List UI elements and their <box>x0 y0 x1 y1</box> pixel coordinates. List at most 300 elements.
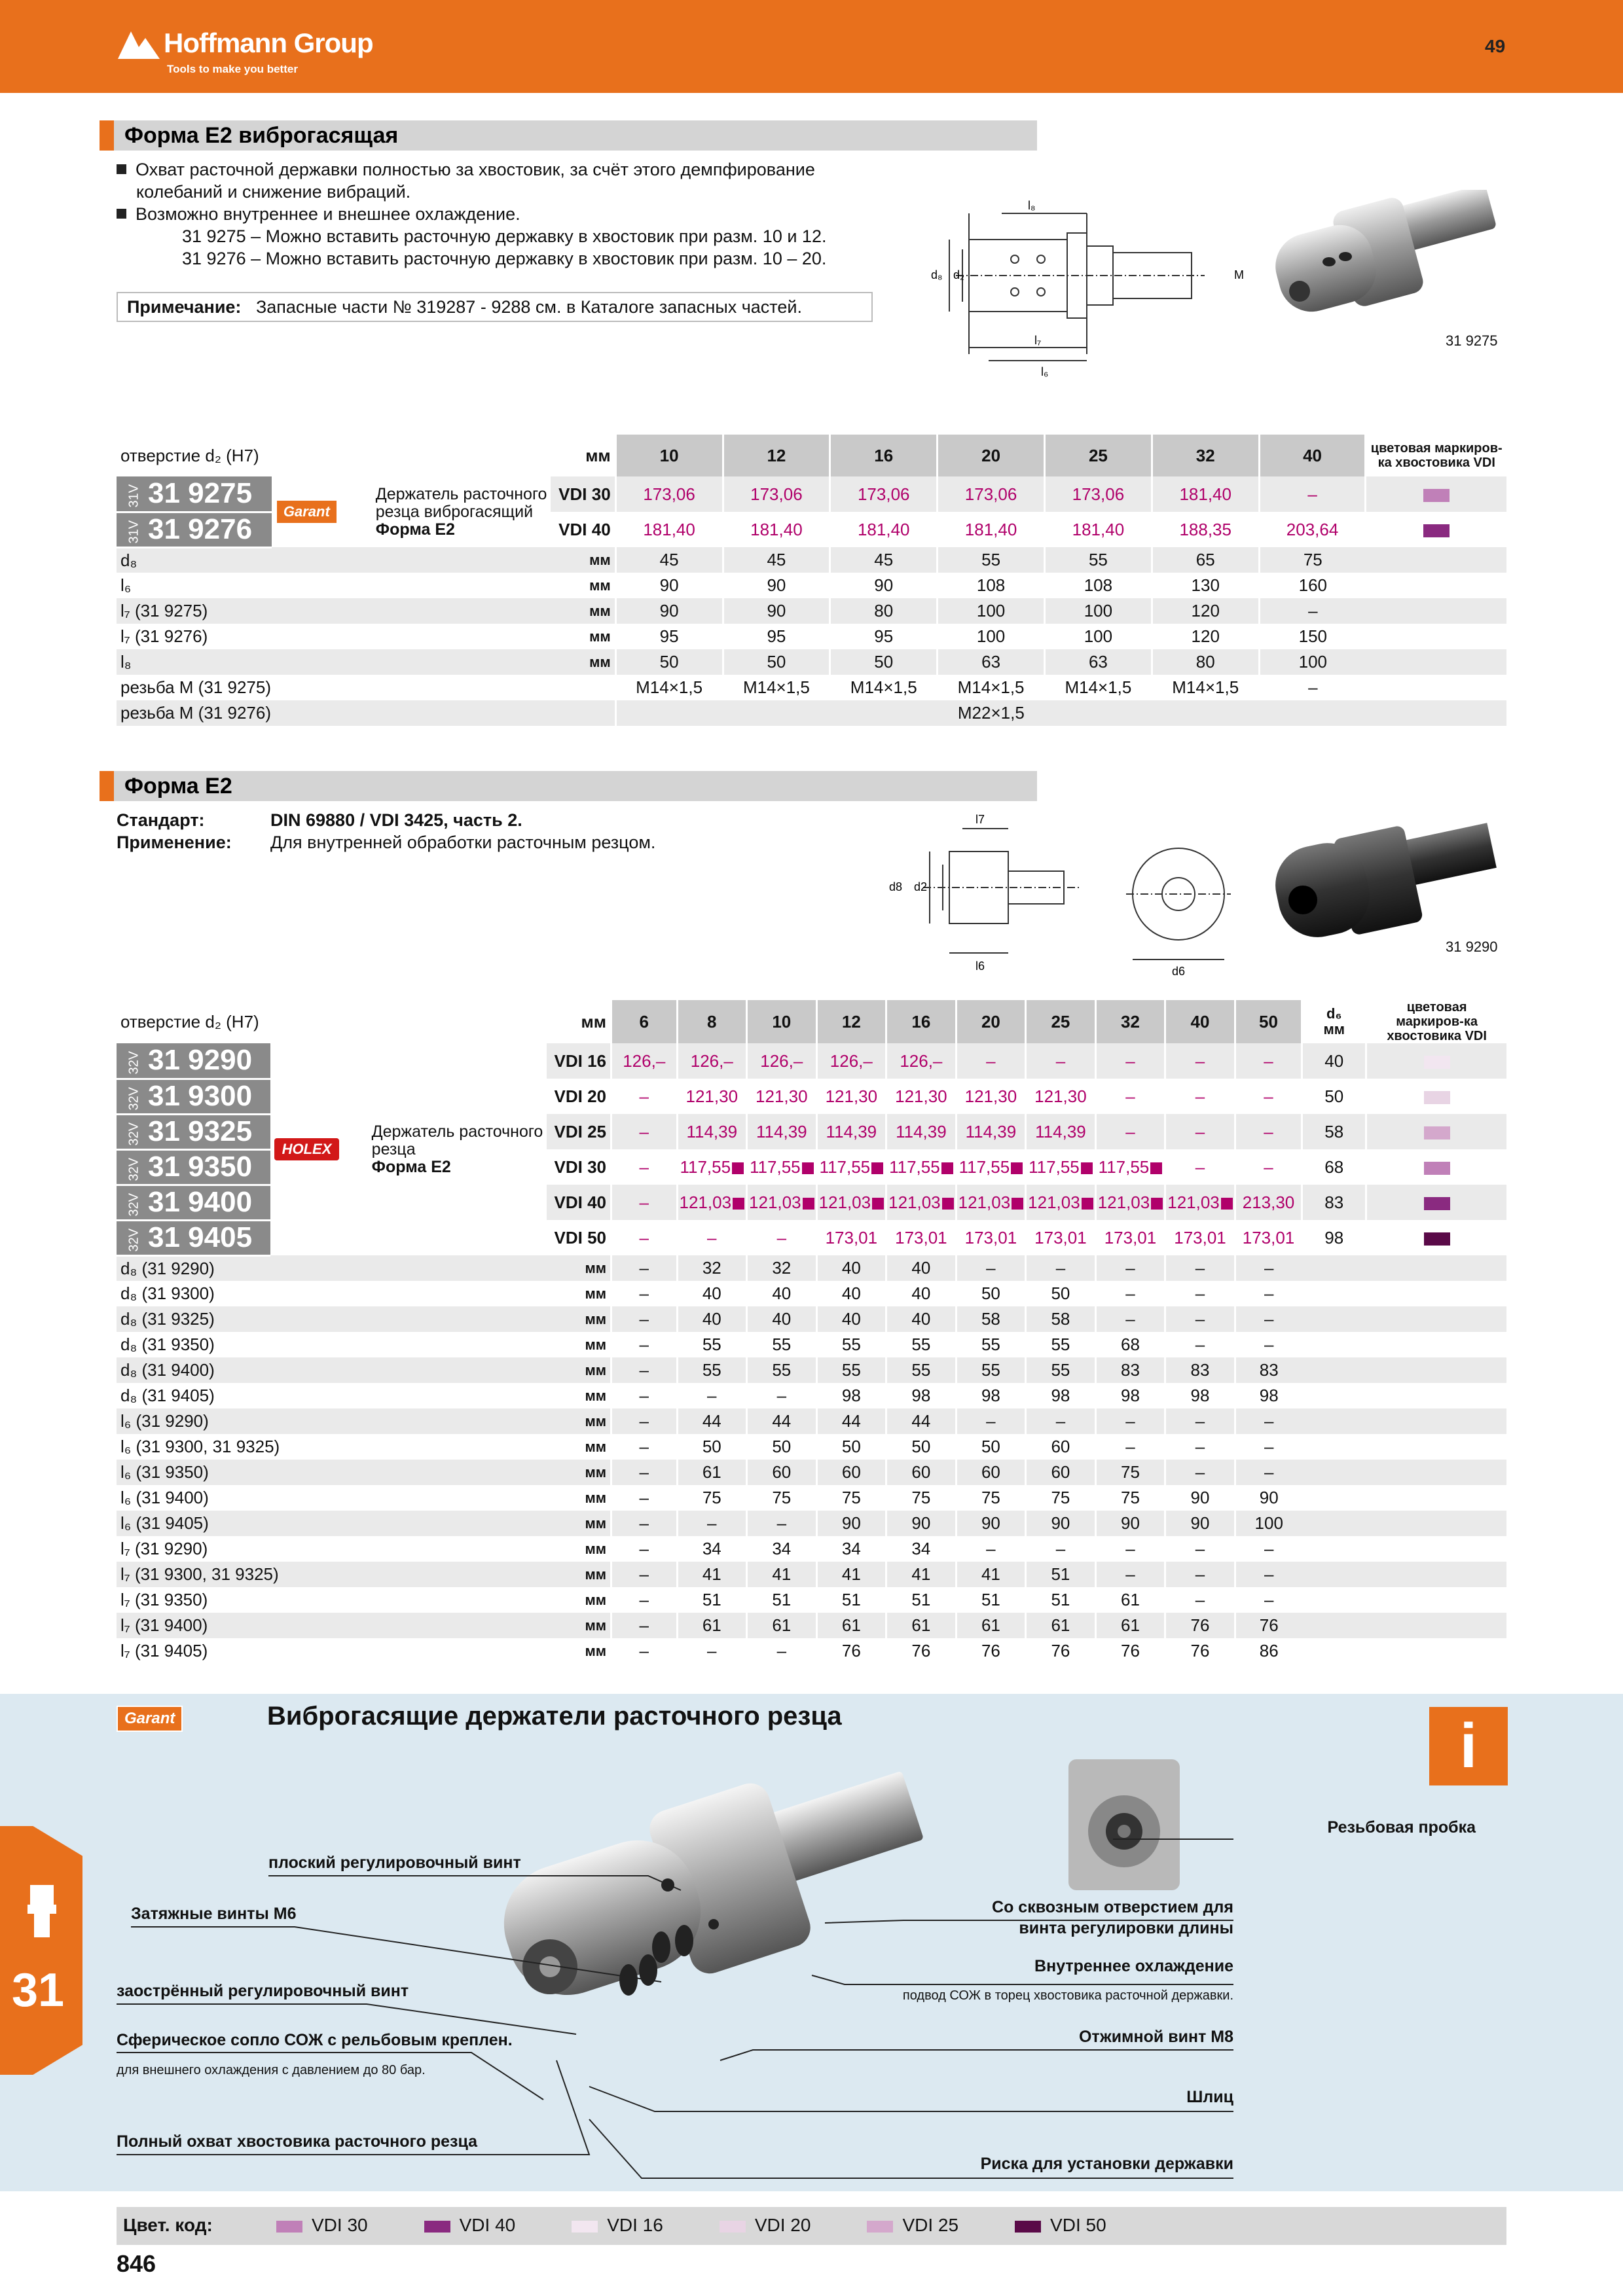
cell-value: 98 <box>1095 1383 1165 1408</box>
callout-label: Полный охват хвостовика расточного резца <box>117 2132 478 2151</box>
feature-list <box>117 158 889 270</box>
price: 114,39 <box>886 1114 957 1149</box>
price: – <box>1095 1114 1165 1149</box>
callout-label: плоский регулировочный винт <box>268 1854 521 1872</box>
cell-value: 90 <box>830 573 938 598</box>
row-label: l₆ <box>120 575 132 595</box>
cell-value: 75 <box>956 1485 1026 1511</box>
cell-value: 50 <box>886 1434 957 1460</box>
cell-value: – <box>1026 1255 1096 1281</box>
table-row <box>117 675 1506 700</box>
price: 121,03 <box>956 1185 1026 1220</box>
color-legend <box>117 2207 1506 2245</box>
row-unit: мм <box>585 1540 607 1557</box>
cell-value: – <box>611 1434 678 1460</box>
row-label: резьба M (31 9276) <box>120 703 271 723</box>
price: 114,39 <box>1026 1114 1096 1149</box>
cell-value: 90 <box>1165 1485 1235 1511</box>
cell-value: 61 <box>747 1613 817 1638</box>
table-row <box>117 1485 1506 1511</box>
row-label: l₇ (31 9300, 31 9325) <box>120 1564 279 1584</box>
price: 121,30 <box>677 1079 747 1114</box>
row-label: l₆ (31 9405) <box>120 1513 209 1533</box>
d6-value: 68 <box>1302 1149 1366 1185</box>
cell-value: – <box>677 1511 747 1536</box>
article-number[interactable]: 32V 31 9325 <box>117 1114 270 1149</box>
cell-value: 100 <box>1235 1511 1302 1536</box>
product-description: Держатель расточного резца виброгасящий Форма E2 <box>372 476 551 547</box>
row-unit: мм <box>585 1591 607 1608</box>
legend-swatch <box>424 2221 450 2233</box>
cell-value: – <box>611 1562 678 1587</box>
cell-value: – <box>1235 1562 1302 1587</box>
cell-value: 90 <box>1095 1511 1165 1536</box>
price: 121,30 <box>747 1079 817 1114</box>
price: 117,55 <box>886 1149 957 1185</box>
size-col: 20 <box>938 435 1045 476</box>
callout-label: Риска для установки державки <box>980 2155 1233 2173</box>
cell-value: 65 <box>1152 547 1259 573</box>
callout-label: Резьбовая пробка <box>1327 1818 1476 1837</box>
price: 126,– <box>611 1043 678 1079</box>
price: 121,03 <box>1095 1185 1165 1220</box>
svg-text:l₆: l₆ <box>1041 365 1049 378</box>
callout-label: Внутреннее охлаждение <box>1034 1957 1233 1975</box>
cell-value: 76 <box>1095 1638 1165 1664</box>
cell-value: – <box>611 1638 678 1664</box>
legend-swatch <box>572 2221 598 2233</box>
cell-value: – <box>1165 1460 1235 1485</box>
cell-value: 80 <box>1152 649 1259 675</box>
cell-value: 55 <box>956 1357 1026 1383</box>
cell-value: 55 <box>1026 1332 1096 1357</box>
price: – <box>611 1185 678 1220</box>
cell-value: 50 <box>615 649 723 675</box>
callout-label: Шлиц <box>1186 2088 1233 2106</box>
price: – <box>1235 1114 1302 1149</box>
row-unit: мм <box>585 1515 607 1532</box>
table-row <box>117 1511 1506 1536</box>
table-row <box>117 1434 1506 1460</box>
article-number[interactable]: 32V 31 9290 <box>117 1043 270 1079</box>
table-row <box>117 1357 1506 1383</box>
cell-value: 60 <box>956 1460 1026 1485</box>
price: 121,30 <box>886 1079 957 1114</box>
legend-label: VDI 30 <box>312 2215 368 2235</box>
row-unit: мм <box>585 1361 607 1378</box>
cell-value: 40 <box>886 1306 957 1332</box>
standard-info: Стандарт: DIN 69880 / VDI 3425, часть 2. Применение: Для внутренней обработки расточным резцом. <box>117 810 656 852</box>
cell-value: 108 <box>1044 573 1152 598</box>
row-unit: мм <box>585 1566 607 1583</box>
cell-value: – <box>747 1511 817 1536</box>
cell-value: 83 <box>1165 1357 1235 1383</box>
vdi-size: VDI 16 <box>554 1050 607 1071</box>
cell-value: 34 <box>886 1536 957 1562</box>
cell-value: 63 <box>938 649 1045 675</box>
cell-value: 98 <box>1235 1383 1302 1408</box>
legend-swatch <box>1015 2221 1041 2233</box>
cell-value: 55 <box>938 547 1045 573</box>
price: 173,01 <box>1026 1220 1096 1255</box>
table-row <box>117 1332 1506 1357</box>
callout-label: Отжимной винт M8 <box>1078 2028 1233 2046</box>
unit: мм <box>551 435 615 476</box>
spec-table-2 <box>117 1000 1506 1664</box>
legend-label: VDI 25 <box>902 2215 959 2235</box>
article-number[interactable]: 32V 31 9405 <box>117 1220 270 1255</box>
svg-text:l₈: l₈ <box>1028 199 1036 212</box>
legend-item <box>276 2215 368 2236</box>
cell-value: – <box>1235 1536 1302 1562</box>
article-number[interactable]: 32V 31 9300 <box>117 1079 270 1114</box>
bullet-item: Возможно внутреннее и внешнее охлаждение. <box>117 203 889 225</box>
cell-value: 95 <box>830 624 938 649</box>
svg-text:d2: d2 <box>914 880 928 893</box>
row-unit: мм <box>585 1617 607 1634</box>
cell-value: 130 <box>1152 573 1259 598</box>
cell-value: – <box>1235 1408 1302 1434</box>
row-label: l₈ <box>120 652 132 672</box>
row-unit: мм <box>585 1285 607 1302</box>
price: – <box>611 1149 678 1185</box>
cell-value: 41 <box>747 1562 817 1587</box>
d6-value: 83 <box>1302 1185 1366 1220</box>
cell-value: 100 <box>1044 624 1152 649</box>
size-col: 50 <box>1235 1000 1302 1043</box>
table-row <box>117 1562 1506 1587</box>
cell-value: 75 <box>1259 547 1366 573</box>
size-col: 10 <box>747 1000 817 1043</box>
cell-value: 83 <box>1235 1357 1302 1383</box>
legend-swatch <box>276 2221 302 2233</box>
language-code: RUE <box>1577 33 1588 54</box>
technical-drawing-9290 <box>884 809 1250 979</box>
row-unit: мм <box>585 1336 607 1353</box>
cell-value: 63 <box>1044 649 1152 675</box>
cell-value: 50 <box>1026 1281 1096 1306</box>
article-number[interactable]: 32V 31 9400 <box>117 1185 270 1220</box>
cell-value: 44 <box>816 1408 886 1434</box>
technical-drawing-9275 <box>930 194 1270 384</box>
row-unit: мм <box>585 1387 607 1404</box>
cell-value: 34 <box>816 1536 886 1562</box>
cell-value: 55 <box>1026 1357 1096 1383</box>
row-unit: мм <box>589 602 611 619</box>
info-icon: i <box>1429 1707 1508 1785</box>
price: 173,01 <box>956 1220 1026 1255</box>
cell-value: 61 <box>1095 1613 1165 1638</box>
callout-label: заострённый регулировочный винт <box>117 1982 409 2000</box>
size-col: 16 <box>886 1000 957 1043</box>
cell-value: 40 <box>747 1306 817 1332</box>
cell-value: 41 <box>956 1562 1026 1587</box>
cell-value: 55 <box>956 1332 1026 1357</box>
row-unit: мм <box>585 1463 607 1480</box>
color-swatch <box>1366 1043 1506 1079</box>
size-col: 25 <box>1044 435 1152 476</box>
availability-square-icon <box>942 1198 954 1210</box>
table-row <box>117 598 1506 624</box>
d6-value: 40 <box>1302 1043 1366 1079</box>
cell-value: M14×1,5 <box>615 675 723 700</box>
cell-value: – <box>1235 1460 1302 1485</box>
row-label: l₆ (31 9300, 31 9325) <box>120 1437 280 1456</box>
cell-value: 41 <box>886 1562 957 1587</box>
cell-value: 34 <box>677 1536 747 1562</box>
price: 114,39 <box>747 1114 817 1149</box>
legend-label: VDI 40 <box>459 2215 516 2235</box>
legend-label: Цвет. код: <box>123 2215 213 2235</box>
cell-value: – <box>611 1306 678 1332</box>
cell-value: 55 <box>747 1357 817 1383</box>
cell-value: 80 <box>830 598 938 624</box>
price: 173,06 <box>830 476 938 512</box>
cell-value: 100 <box>938 624 1045 649</box>
price: 203,64 <box>1259 512 1366 547</box>
page-number: 49 <box>1485 36 1506 56</box>
cell-value: 76 <box>956 1638 1026 1664</box>
remark-box: Примечание: Запасные части № 319287 - 9288 см. в Каталоге запасных частей. <box>117 292 873 322</box>
cell-value: 51 <box>1026 1587 1096 1613</box>
legend-item <box>720 2215 811 2236</box>
price: 126,– <box>677 1043 747 1079</box>
size-col: 25 <box>1026 1000 1096 1043</box>
vdi-size: VDI 25 <box>554 1121 607 1141</box>
product-image-9275 <box>1264 190 1506 334</box>
cell-value: 40 <box>677 1281 747 1306</box>
price: – <box>611 1114 678 1149</box>
cell-value: 98 <box>1026 1383 1096 1408</box>
row-unit: мм <box>585 1412 607 1429</box>
row-label: l₇ (31 9350) <box>120 1590 208 1609</box>
logo: Hoffmann Group <box>164 27 373 58</box>
price: 188,35 <box>1152 512 1259 547</box>
color-swatch <box>1366 1185 1506 1220</box>
size-col: 12 <box>723 435 830 476</box>
price: 181,40 <box>1152 476 1259 512</box>
cell-value: 90 <box>723 573 830 598</box>
cell-value: 40 <box>816 1255 886 1281</box>
cell-value: 61 <box>886 1613 957 1638</box>
garant-brand-logo: Garant <box>117 1706 183 1732</box>
color-swatch <box>1366 512 1506 547</box>
cell-value: 98 <box>1165 1383 1235 1408</box>
cell-value: – <box>1165 1587 1235 1613</box>
price: – <box>1165 1149 1235 1185</box>
cell-value: 40 <box>816 1281 886 1306</box>
cell-value: – <box>677 1638 747 1664</box>
availability-square-icon <box>1011 1162 1023 1174</box>
price: 121,03 <box>677 1185 747 1220</box>
spec-table-1 <box>117 435 1506 726</box>
cell-value: – <box>1165 1562 1235 1587</box>
size-col: 20 <box>956 1000 1026 1043</box>
row-label: l₇ (31 9400) <box>120 1615 208 1635</box>
row-label: d₈ (31 9300) <box>120 1283 215 1303</box>
cell-value: 51 <box>886 1587 957 1613</box>
article-number[interactable]: 32V 31 9350 <box>117 1149 270 1185</box>
cell-value: 76 <box>1026 1638 1096 1664</box>
price: 121,30 <box>956 1079 1026 1114</box>
price: 173,06 <box>615 476 723 512</box>
cell-value: – <box>1165 1255 1235 1281</box>
garant-brand-logo: Garant <box>276 499 338 524</box>
cell-value: 40 <box>886 1255 957 1281</box>
cell-value: – <box>611 1511 678 1536</box>
cell-value: 55 <box>747 1332 817 1357</box>
price: 173,06 <box>938 476 1045 512</box>
cell-value: – <box>1235 1332 1302 1357</box>
cell-value: 98 <box>956 1383 1026 1408</box>
row-unit: мм <box>585 1438 607 1455</box>
availability-square-icon <box>1081 1162 1093 1174</box>
cell-value: – <box>747 1638 817 1664</box>
row-label: l₇ (31 9276) <box>120 626 208 646</box>
cell-value: 90 <box>723 598 830 624</box>
availability-square-icon <box>733 1198 744 1210</box>
cell-value: 160 <box>1259 573 1366 598</box>
table-row <box>117 1408 1506 1434</box>
vdi-size: VDI 30 <box>554 1157 607 1177</box>
section-title: Форма E2 <box>100 771 1037 801</box>
chapter-number: 31 <box>12 1964 65 2017</box>
cell-value: 60 <box>747 1460 817 1485</box>
cell-value: 76 <box>1165 1638 1235 1664</box>
table-row <box>117 547 1506 573</box>
cell-value: 61 <box>1095 1587 1165 1613</box>
availability-square-icon <box>871 1162 883 1174</box>
table-row <box>117 573 1506 598</box>
cell-value: 75 <box>677 1485 747 1511</box>
row-label: d₈ (31 9290) <box>120 1258 215 1278</box>
size-col: 10 <box>615 435 723 476</box>
article-number[interactable]: 31V 31 9276 <box>117 512 272 547</box>
note-item: 31 9276 – Можно вставить расточную державку в хвостовик при разм. 10 – 20. <box>182 249 827 268</box>
price: 181,40 <box>1044 512 1152 547</box>
price: – <box>1235 1149 1302 1185</box>
price: – <box>1235 1043 1302 1079</box>
size-col: 40 <box>1165 1000 1235 1043</box>
price: – <box>1259 476 1366 512</box>
price: 117,55 <box>816 1149 886 1185</box>
price: 117,55 <box>747 1149 817 1185</box>
color-swatch <box>1366 1220 1506 1255</box>
cell-value: 60 <box>886 1460 957 1485</box>
bore-label: отверстие d₂ (H7) <box>117 1000 547 1043</box>
cell-value: 55 <box>1044 547 1152 573</box>
cell-value: 90 <box>1235 1485 1302 1511</box>
cell-value: – <box>611 1408 678 1434</box>
price: – <box>1165 1043 1235 1079</box>
cell-value: 32 <box>747 1255 817 1281</box>
d6-value: 58 <box>1302 1114 1366 1149</box>
row-unit: мм <box>585 1259 607 1276</box>
cell-value: 75 <box>1026 1485 1096 1511</box>
price: 173,01 <box>1165 1220 1235 1255</box>
row-label: d₈ (31 9405) <box>120 1386 215 1405</box>
row-unit: мм <box>589 577 611 594</box>
row-label: резьба M (31 9275) <box>120 677 271 697</box>
price: 173,06 <box>723 476 830 512</box>
legend-item <box>867 2215 958 2236</box>
product-image-9290 <box>1264 818 1506 949</box>
row-label: d₈ (31 9325) <box>120 1309 215 1329</box>
cell-value: 55 <box>816 1357 886 1383</box>
cell-value: – <box>1026 1408 1096 1434</box>
cell-value: 51 <box>1026 1562 1096 1587</box>
cell-value: – <box>1165 1434 1235 1460</box>
svg-text:d6: d6 <box>1172 965 1186 978</box>
d6-value: 98 <box>1302 1220 1366 1255</box>
price: – <box>1235 1079 1302 1114</box>
cell-value: 45 <box>723 547 830 573</box>
cell-value: 55 <box>816 1332 886 1357</box>
price: 121,30 <box>816 1079 886 1114</box>
table-row <box>117 1255 1506 1281</box>
cell-value: M14×1,5 <box>1152 675 1259 700</box>
cell-value: 76 <box>886 1638 957 1664</box>
row-unit: мм <box>585 1642 607 1659</box>
table-row <box>117 1281 1506 1306</box>
unit: мм <box>547 1000 611 1043</box>
row-label: l₇ (31 9290) <box>120 1539 208 1558</box>
row-label: d₈ (31 9400) <box>120 1360 215 1380</box>
availability-square-icon <box>1150 1162 1162 1174</box>
vdi-size: VDI 30 <box>558 484 611 504</box>
cell-value: 40 <box>677 1306 747 1332</box>
price: 181,40 <box>938 512 1045 547</box>
d6-value: 50 <box>1302 1079 1366 1114</box>
cell-value: 41 <box>677 1562 747 1587</box>
cell-value: – <box>1165 1408 1235 1434</box>
price: 117,55 <box>1095 1149 1165 1185</box>
table-row <box>117 1306 1506 1332</box>
cell-value: 44 <box>886 1408 957 1434</box>
cell-value: – <box>1095 1434 1165 1460</box>
cell-value: – <box>956 1255 1026 1281</box>
cell-value: 60 <box>1026 1460 1096 1485</box>
cell-value: 58 <box>1026 1306 1096 1332</box>
cell-value: – <box>1165 1332 1235 1357</box>
cell-value: – <box>1095 1562 1165 1587</box>
price: 121,03 <box>886 1185 957 1220</box>
cell-value: M14×1,5 <box>1044 675 1152 700</box>
callout-sublabel: для внешнего охлаждения с давлением до 80 бар. <box>117 2063 426 2077</box>
row-label: l₇ (31 9405) <box>120 1641 208 1660</box>
price: 121,03 <box>1165 1185 1235 1220</box>
size-col: 8 <box>677 1000 747 1043</box>
cell-value: – <box>1026 1536 1096 1562</box>
cell-value: 50 <box>956 1434 1026 1460</box>
article-number[interactable]: 31V 31 9275 <box>117 476 272 512</box>
cell-value: 95 <box>615 624 723 649</box>
cell-value: – <box>611 1587 678 1613</box>
cell-value: 58 <box>956 1306 1026 1332</box>
availability-square-icon <box>1082 1198 1093 1210</box>
footer-page-number: 846 <box>117 2250 156 2277</box>
price: 181,40 <box>830 512 938 547</box>
cell-value: – <box>677 1383 747 1408</box>
price: 121,03 <box>1026 1185 1096 1220</box>
cell-value: – <box>1165 1536 1235 1562</box>
price: 213,30 <box>1235 1185 1302 1220</box>
cell-value: 40 <box>886 1281 957 1306</box>
cell-value: – <box>611 1383 678 1408</box>
cell-value: 120 <box>1152 598 1259 624</box>
legend-swatch <box>867 2221 893 2233</box>
row-label: l₆ (31 9350) <box>120 1462 209 1482</box>
